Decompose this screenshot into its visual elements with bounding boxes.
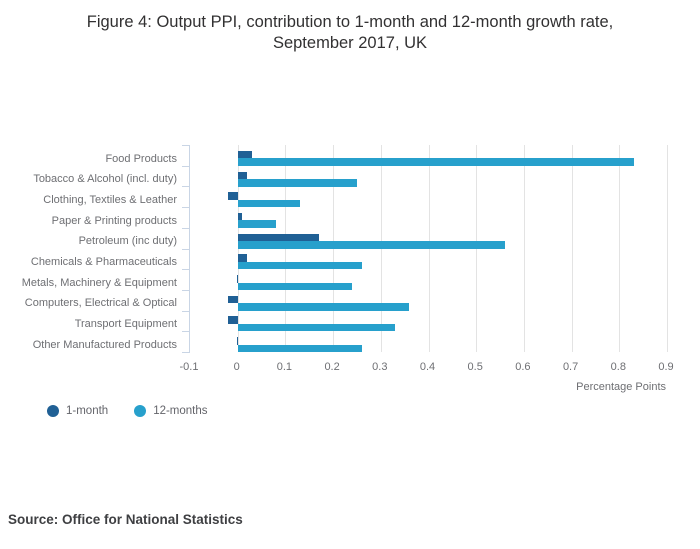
bar-12-months — [238, 200, 300, 208]
gridline — [524, 145, 525, 352]
legend-label: 1-month — [66, 405, 109, 417]
legend-item-12-months[interactable] — [134, 405, 207, 417]
y-axis-tick — [182, 145, 190, 146]
chart-legend — [47, 405, 208, 417]
x-tick-label: 0.1 — [276, 361, 293, 373]
category-label: Transport Equipment — [74, 318, 177, 331]
bar-12-months — [238, 303, 410, 311]
x-tick-label: 0.9 — [658, 361, 674, 373]
x-tick-label: 0.4 — [419, 361, 436, 373]
gridline — [619, 145, 620, 352]
category-label: Food Products — [105, 152, 177, 165]
bar-1-month — [237, 275, 239, 283]
gridline — [667, 145, 668, 352]
x-tick-label: 0.3 — [372, 361, 388, 373]
bar-12-months — [238, 241, 505, 249]
category-label: Computers, Electrical & Optical — [24, 297, 177, 310]
x-tick-label: -0.1 — [179, 361, 199, 373]
bar-1-month — [228, 316, 238, 324]
y-axis-tick — [182, 352, 190, 353]
y-axis-tick — [182, 166, 190, 167]
y-axis-tick — [182, 228, 190, 229]
category-label: Chemicals & Pharmaceuticals — [30, 256, 177, 268]
bar-12-months — [238, 283, 352, 291]
x-tick-label: 0.6 — [515, 361, 531, 373]
bar-12-months — [238, 158, 634, 166]
bar-1-month — [228, 192, 238, 200]
legend-swatch-icon — [47, 405, 59, 417]
plot-area — [189, 145, 666, 352]
bar-1-month — [238, 172, 248, 180]
bar-1-month — [238, 151, 252, 159]
bar-12-months — [238, 179, 357, 187]
y-axis-tick — [182, 331, 190, 332]
bar-1-month — [238, 234, 319, 242]
category-label: Tobacco & Alcohol (incl. duty) — [33, 173, 177, 186]
chart-title-line1: Figure 4: Output PPI, contribution to 1-month and 12-month growth rate, — [86, 13, 614, 31]
x-tick-label: 0.5 — [467, 361, 483, 373]
y-axis-tick — [182, 207, 190, 208]
bar-12-months — [238, 262, 362, 270]
bar-1-month — [238, 254, 248, 262]
chart-title — [0, 12, 700, 54]
bar-12-months — [238, 220, 276, 228]
bar-1-month — [237, 337, 239, 345]
x-tick-label: 0.7 — [562, 361, 579, 373]
legend-item-1-month[interactable] — [47, 405, 108, 417]
bar-12-months — [238, 345, 362, 353]
y-axis-tick — [182, 269, 190, 270]
bar-1-month — [228, 296, 238, 304]
category-label: Metals, Machinery & Equipment — [21, 276, 177, 289]
y-axis-tick — [182, 249, 190, 250]
y-axis-tick — [182, 290, 190, 291]
x-tick-label: 0.8 — [610, 361, 626, 373]
category-label: Petroleum (inc duty) — [78, 235, 177, 248]
y-axis-tick — [182, 186, 190, 187]
chart-title-line2: September 2017, UK — [272, 34, 428, 52]
x-axis-title: Percentage Points — [576, 381, 666, 393]
category-label: Clothing, Textiles & Leather — [43, 193, 177, 206]
category-label: Other Manufactured Products — [32, 338, 177, 351]
bar-1-month — [238, 213, 243, 221]
source-text: Source: Office for National Statistics — [8, 512, 243, 527]
legend-label: 12-months — [153, 405, 208, 417]
x-tick-label: 0.2 — [324, 361, 340, 373]
bar-12-months — [238, 324, 395, 332]
legend-swatch-icon — [134, 405, 146, 417]
y-axis-tick — [182, 311, 190, 312]
x-tick-label: 0 — [233, 361, 240, 373]
gridline — [572, 145, 573, 352]
category-label: Paper & Printing products — [51, 214, 177, 227]
